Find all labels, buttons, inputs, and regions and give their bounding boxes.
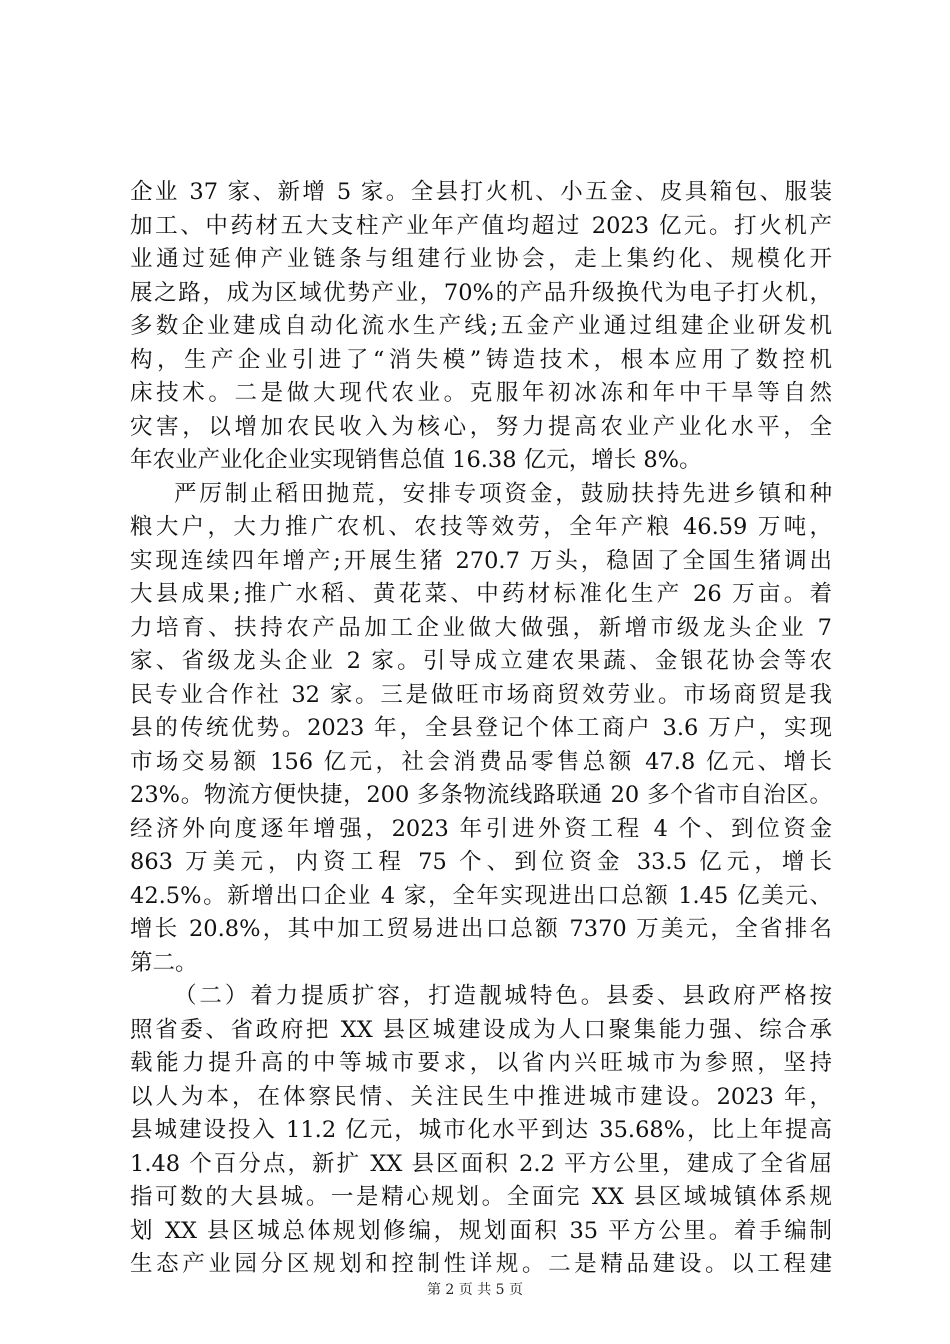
text-line: 42.5%。新增出口企业 4 家，全年实现进出口总额 1.45 亿美元、 bbox=[130, 882, 832, 909]
text-line: 加工、中药材五大支柱产业年产值均超过 2023 亿元。打火机产 bbox=[130, 212, 832, 239]
document-body bbox=[130, 176, 832, 1282]
text-line: 载能力提升高的中等城市要求，以省内兴旺城市为参照，坚持 bbox=[130, 1050, 832, 1076]
paragraph-start-line: 严厉制止稻田抛荒，安排专项资金，鼓励扶持先进乡镇和种 bbox=[174, 480, 832, 507]
text-line: 灾害，以增加农民收入为核心，努力提高农业产业化水平，全 bbox=[130, 413, 832, 440]
text-line: 生态产业园分区规划和控制性详规。二是精品建设。以工程建 bbox=[130, 1251, 832, 1277]
text-line: 民专业合作社 32 家。三是做旺市场商贸效劳业。市场商贸是我 bbox=[130, 681, 832, 708]
paragraph-start-line: （二）着力提质扩容，打造靓城特色。县委、县政府严格按 bbox=[174, 983, 832, 1009]
text-line: 以人为本，在体察民情、关注民生中推进城市建设。2023 年， bbox=[130, 1083, 832, 1110]
text-line: 实现连续四年增产;开展生猪 270.7 万头，稳固了全国生猪调出 bbox=[130, 547, 832, 574]
text-line: 业通过延伸产业链条与组建行业协会，走上集约化、规模化开 bbox=[130, 246, 832, 272]
text-line: 企业 37 家、新增 5 家。全县打火机、小五金、皮具箱包、服装 bbox=[130, 179, 832, 205]
text-line: 展之路，成为区域优势产业，70%的产品升级换代为电子打火机， bbox=[130, 279, 832, 306]
text-line: 经济外向度逐年增强，2023 年引进外资工程 4 个、到位资金 bbox=[130, 815, 832, 842]
text-line: 年农业产业化企业实现销售总值 16.38 亿元，增长 8%。 bbox=[130, 447, 702, 473]
text-line: 第二。 bbox=[130, 949, 198, 976]
text-line: 床技术。二是做大现代农业。克服年初冰冻和年中干旱等自然 bbox=[130, 380, 832, 406]
text-line: 构，生产企业引进了“消失模”铸造技术，根本应用了数控机 bbox=[130, 346, 832, 373]
text-line: 多数企业建成自动化流水生产线;五金产业通过组建企业研发机 bbox=[130, 313, 832, 339]
text-line: 照省委、省政府把 XX 县区城建设成为人口聚集能力强、综合承 bbox=[130, 1016, 832, 1043]
text-line: 粮大户，大力推广农机、农技等效劳，全年产粮 46.59 万吨， bbox=[130, 514, 832, 540]
text-line: 市场交易额 156 亿元，社会消费品零售总额 47.8 亿元、增长 bbox=[130, 748, 832, 775]
text-line: 1.48 个百分点，新扩 XX 县区面积 2.2 平方公里，建成了全省屈 bbox=[130, 1150, 832, 1177]
text-line: 23%。物流方便快捷，200 多条物流线路联通 20 多个省市自治区。 bbox=[130, 782, 832, 808]
text-line: 指可数的大县城。一是精心规划。全面完 XX 县区域城镇体系规 bbox=[130, 1184, 832, 1210]
text-line: 863 万美元，内资工程 75 个、到位资金 33.5 亿元，增长 bbox=[130, 849, 832, 875]
text-line: 县城建设投入 11.2 亿元，城市化水平到达 35.68%，比上年提高 bbox=[130, 1117, 832, 1143]
text-line: 力培育、扶持农产品加工企业做大做强，新增市级龙头企业 7 bbox=[130, 614, 832, 641]
text-line: 增长 20.8%，其中加工贸易进出口总额 7370 万美元，全省排名 bbox=[130, 916, 832, 942]
text-line: 县的传统优势。2023 年，全县登记个体工商户 3.6 万户，实现 bbox=[130, 715, 832, 741]
text-line: 划 XX 县区城总体规划修编，规划面积 35 平方公里。着手编制 bbox=[130, 1217, 832, 1244]
text-line: 大县成果;推广水稻、黄花菜、中药材标准化生产 26 万亩。着 bbox=[130, 581, 832, 607]
text-line: 家、省级龙头企业 2 家。引导成立建农果蔬、金银花协会等农 bbox=[130, 648, 832, 674]
page-number-footer: 第 2 页 共 5 页 bbox=[426, 1282, 524, 1298]
